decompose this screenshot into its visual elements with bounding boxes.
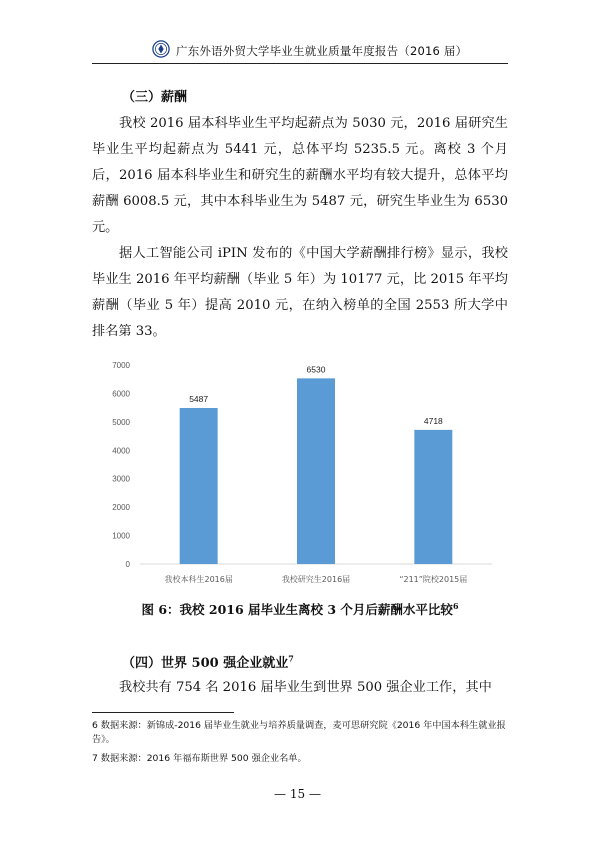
y-tick-label: 7000 [112,361,130,370]
x-category-label: 我校本科生2016届 [164,575,233,584]
section-3-paragraph-2: 据人工智能公司 iPIN 发布的《中国大学薪酬排行榜》显示，我校毕业生 2016 年平均薪酬（毕业 5 年）为 10177 元，比 2015 年平均薪酬（毕业 5 年）提高 2010 元，在纳入榜单的全国 2553 所大学中排名第 33。 [92,246,508,339]
footnote-7: 7 数据来源：2016 年福布斯世界 500 强企业名单。 [92,753,307,764]
university-seal-icon [152,40,170,58]
y-tick-label: 4000 [112,446,130,456]
figure-caption [92,600,508,618]
figure-footnote-mark: 6 [452,600,459,611]
section-4-heading [122,652,294,671]
bar-2 [297,378,335,564]
footnote-divider [92,712,234,713]
x-category-label: “211”院校2015届 [399,575,468,584]
section-4-footnote-mark: 7 [288,653,294,664]
salary-bar-chart [92,355,508,595]
bar-1 [180,408,218,564]
page-header [0,0,595,66]
section-3-heading: （三）薪酬 [122,90,188,105]
y-tick-label: 2000 [112,503,130,513]
x-category-label: 我校研究生2016届 [281,575,351,584]
header-title: 广东外语外贸大学毕业生就业质量年度报告（2016 届） [176,44,468,58]
section-4-heading-text: （四）世界 500 强企业就业 [122,656,289,671]
section-3-paragraph-1: 我校 2016 届本科毕业生平均起薪点为 5030 元，2016 届研究生毕业生平均起薪点为 5441 元，总体平均 5235.5 元。离校 3 个月后，2016 届本科毕业生和研究生的薪酬水平均有较大提升，总体平均薪酬 6008.5 元，其中本科毕业生为 5487 元，研究生毕业生为 6530 元。 [92,116,508,235]
y-tick-label: 1000 [112,531,130,541]
bar-data-label: 5487 [189,394,209,405]
bar-data-label: 6530 [306,364,326,375]
bar-data-label: 4718 [423,415,443,426]
figure-caption-text: 图 6：我校 2016 届毕业生离校 3 个月后薪酬水平比较 [141,602,453,617]
section-4-paragraph-1: 我校共有 754 名 2016 届毕业生到世界 500 强企业工作，其中 [119,680,492,695]
page-number: — 15 — [274,787,321,801]
y-tick-label: 5000 [112,417,130,427]
y-tick-label: 3000 [112,474,130,484]
y-tick-label: 6000 [112,389,130,399]
footnote-6: 6 数据来源：新锦成-2016 届毕业生就业与培养质量调查，麦可思研究院《2016 年中国本科生就业报告》。 [92,720,506,745]
header-divider [92,63,508,64]
bar-3 [414,430,452,564]
y-tick-label: 0 [125,560,130,569]
